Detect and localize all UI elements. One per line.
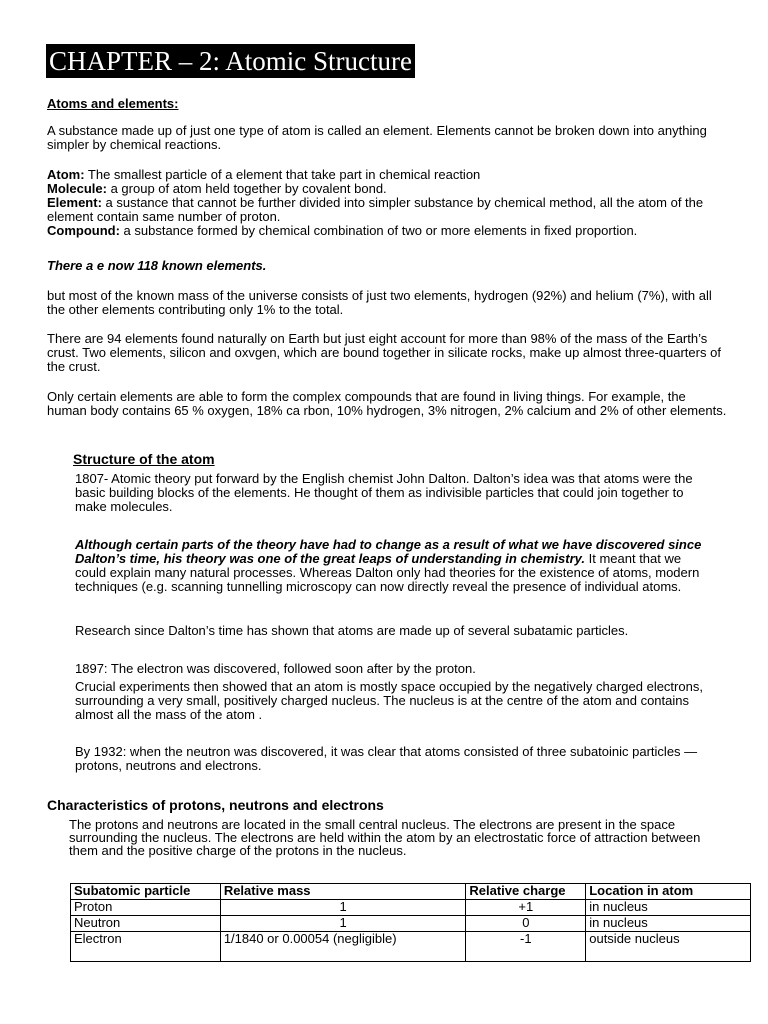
subatomic-table	[70, 883, 751, 962]
header-location: Location in atom	[586, 884, 751, 900]
earth-paragraph: There are 94 elements found naturally on Earth but just eight account for more than 98% of the mass of the Earth’s crust. Two elements, silicon and oxvgen, which are bound together in silicate rocks, make up almost three-quarters of the crust.	[47, 331, 721, 374]
neutron-paragraph: By 1932: when the neutron was discovered, it was clear that atoms consisted of three subatoinic particles — protons, neutrons and electrons.	[75, 744, 698, 773]
cell-charge: +1	[466, 900, 586, 916]
definition-text: The smallest particle of a element that take part in chemical reaction	[84, 167, 481, 182]
characteristics-heading: Characteristics of protons, neutrons and electrons	[47, 797, 384, 813]
known-elements-note: There a e now 118 known elements.	[47, 258, 267, 273]
definition-text: a group of atom held together by covalent bond.	[106, 181, 387, 196]
mass-paragraph: but most of the known mass of the universe consists of just two elements, hydrogen (92%) and helium (7%), with all the other elements contributing only 1% to the total.	[47, 288, 712, 317]
definition-text: a sustance that cannot be further divided into simpler substance by chemical method, all the atom of the element contain same number of proton.	[47, 195, 704, 224]
header-charge: Relative charge	[466, 884, 586, 900]
cell-charge: -1	[466, 932, 586, 962]
dalton-paragraph: 1807- Atomic theory put forward by the English chemist John Dalton. Dalton’s idea was that atoms were the basic building blocks of the elements. He thought of them as indivisible particles that could join together to make molecules.	[75, 471, 693, 514]
definition-molecule	[47, 182, 727, 196]
research-paragraph: Research since Dalton’s time has shown that atoms are made up of several subatamic particles.	[75, 623, 629, 638]
definition-compound	[47, 224, 727, 238]
living-paragraph: Only certain elements are able to form the complex compounds that are found in living things. For example, the human body contains 65 % oxygen, 18% ca rbon, 10% hydrogen, 3% nitrogen, 2% calcium and 2% of other elements.	[47, 389, 727, 418]
cell-mass: 1/1840 or 0.00054 (negligible)	[220, 932, 466, 962]
table-header-row	[71, 884, 751, 900]
definition-atom	[47, 168, 727, 182]
cell-particle: Electron	[71, 932, 221, 962]
cell-location: in nucleus	[586, 916, 751, 932]
chapter-title: CHAPTER – 2: Atomic Structure	[46, 44, 415, 78]
cell-mass: 1	[220, 900, 466, 916]
definition-term: Molecule:	[47, 181, 107, 196]
cell-charge: 0	[466, 916, 586, 932]
definition-text: a substance formed by chemical combination of two or more elements in fixed proportion.	[119, 223, 638, 238]
atoms-heading: Atoms and elements:	[47, 96, 179, 111]
definition-term: Compound:	[47, 223, 120, 238]
cell-particle: Proton	[71, 900, 221, 916]
definition-element	[47, 196, 727, 224]
definitions-list	[47, 168, 727, 238]
header-particle: Subatomic particle	[71, 884, 221, 900]
intro-paragraph: A substance made up of just one type of atom is called an element. Elements cannot be broken down into anything simpler by chemical reactions.	[47, 123, 707, 152]
table-row	[71, 916, 751, 932]
cell-particle: Neutron	[71, 916, 221, 932]
definition-term: Atom:	[47, 167, 85, 182]
theory-paragraph	[75, 538, 705, 594]
experiments-paragraph: Crucial experiments then showed that an atom is mostly space occupied by the negatively charged electrons, surrounding a very small, positively charged nucleus. The nucleus is at the centre of the atom and contains almost all the mass of the atom .	[75, 679, 703, 722]
structure-heading: Structure of the atom	[73, 451, 215, 467]
table-row	[71, 932, 751, 962]
electron-discovery-paragraph: 1897: The electron was discovered, followed soon after by the proton.	[75, 661, 476, 676]
table-row	[71, 900, 751, 916]
definition-term: Element:	[47, 195, 102, 210]
characteristics-paragraph: The protons and neutrons are located in the small central nucleus. The electrons are present in the space surrounding the nucleus. The electrons are held within the atom by an electrostatic force of attraction between them and the positive charge of the protons in the nucleus.	[69, 817, 701, 858]
theory-emphasis: Although certain parts of the theory have had to change as a result of what we have discovered since Dalton’s time, his theory was one of the great leaps of understanding in chemistry.	[75, 537, 702, 566]
cell-mass: 1	[220, 916, 466, 932]
theory-text: It meant that we could explain many natural processes. Whereas Dalton only had theories for the existence of atoms, modern techniques (e.g. scanning tunnelling microscopy can now directly reveal the presence of individual atoms.	[75, 551, 700, 594]
cell-location: in nucleus	[586, 900, 751, 916]
header-mass: Relative mass	[220, 884, 466, 900]
cell-location: outside nucleus	[586, 932, 751, 962]
